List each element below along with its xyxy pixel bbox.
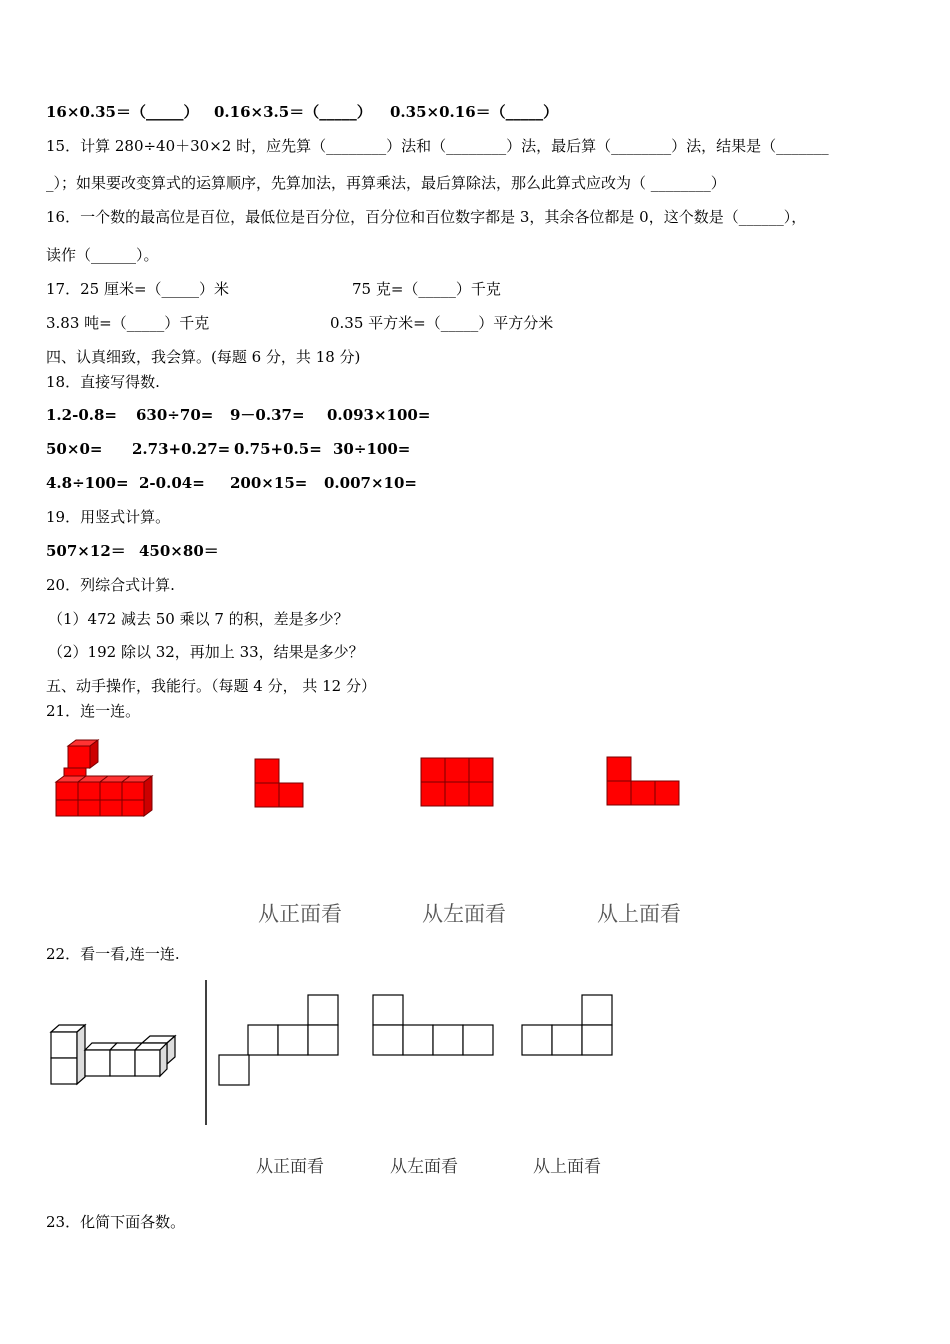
q18-expr: 200×15= xyxy=(230,474,308,492)
q21-caption-left: 从左面看 xyxy=(422,902,506,926)
q21-view-l-shape xyxy=(254,758,304,808)
q18-expr: 1.2-0.8= xyxy=(46,406,117,424)
q18-title: 18．直接写得数. xyxy=(46,373,160,391)
section-5-heading: 五、动手操作，我能行。（每题 4 分， 共 12 分） xyxy=(46,677,376,695)
q22-caption-top: 从上面看 xyxy=(533,1157,601,1177)
q21-solid-figure xyxy=(52,742,152,818)
q22-title: 22．看一看,连一连. xyxy=(46,945,180,963)
q17-item-1: 17．25 厘米=（_____）米 xyxy=(46,280,230,298)
q18-expr: 2.73+0.27= xyxy=(132,440,231,458)
q14-item-1: 16×0.35＝（_____） xyxy=(46,103,199,121)
q22-view-stair xyxy=(218,994,340,1086)
q21-title: 21．连一连。 xyxy=(46,702,141,720)
q22-divider xyxy=(204,980,208,1125)
q19-item: 507×12＝ xyxy=(46,542,126,560)
q20-item-1: （1）472 减去 50 乘以 7 的积，差是多少？ xyxy=(48,610,349,628)
q18-expr: 0.75+0.5= xyxy=(234,440,322,458)
q23-title: 23．化简下面各数。 xyxy=(46,1213,186,1231)
q18-expr: 2-0.04= xyxy=(139,474,205,492)
q18-expr: 0.093×100= xyxy=(327,406,431,424)
q22-view-right-tall xyxy=(521,994,615,1056)
q17-item-4: 0.35 平方米=（_____）平方分米 xyxy=(330,314,554,332)
q18-expr: 9－0.37= xyxy=(230,406,305,424)
q22-caption-front: 从正面看 xyxy=(256,1157,324,1177)
q18-expr: 30÷100= xyxy=(333,440,411,458)
q19-title: 19．用竖式计算。 xyxy=(46,508,171,526)
q20-item-2: （2）192 除以 32，再加上 33，结果是多少？ xyxy=(48,643,364,661)
q18-expr: 630÷70= xyxy=(136,406,214,424)
q20-title: 20．列综合式计算. xyxy=(46,576,175,594)
q14-item-3: 0.35×0.16＝（_____） xyxy=(390,103,559,121)
q17-item-3: 3.83 吨=（_____）千克 xyxy=(46,314,210,332)
q21-caption-top: 从上面看 xyxy=(597,902,681,926)
q18-expr: 50×0= xyxy=(46,440,103,458)
q22-view-left-tall xyxy=(372,994,496,1056)
q18-expr: 0.007×10= xyxy=(324,474,417,492)
q18-expr: 4.8÷100= xyxy=(46,474,129,492)
section-4-heading: 四、认真细致，我会算。(每题 6 分，共 18 分) xyxy=(46,348,361,366)
q19-item: 450×80＝ xyxy=(139,542,219,560)
q16-line-2: 读作（______）。 xyxy=(46,246,159,264)
q15-line-2: _）；如果要改变算式的运算顺序，先算加法，再算乘法，最后算除法，那么此算式应改为（ ________） xyxy=(46,174,726,192)
q21-view-rectangle xyxy=(420,757,494,807)
q14-item-2: 0.16×3.5＝（_____） xyxy=(214,103,372,121)
q21-caption-front: 从正面看 xyxy=(258,902,342,926)
q17-item-2: 75 克=（_____）千克 xyxy=(352,280,501,298)
q22-caption-left: 从左面看 xyxy=(390,1157,458,1177)
q21-view-long-l xyxy=(606,756,680,806)
q15-line-1: 15．计算 280÷40＋30×2 时，应先算（________）法和（________）法，最后算（________）法，结果是（_______ xyxy=(46,137,829,155)
q22-solid-figure xyxy=(50,1022,185,1088)
q16-line-1: 16．一个数的最高位是百位，最低位是百分位，百分位和百位数字都是 3，其余各位都是 0，这个数是（______）， xyxy=(46,208,807,226)
